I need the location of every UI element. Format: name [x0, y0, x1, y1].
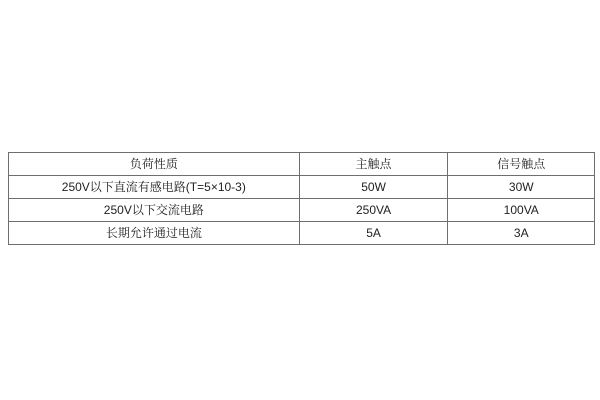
cell-signal-contact: 3A: [448, 222, 595, 245]
cell-load-type: 长期允许通过电流: [9, 222, 300, 245]
column-header-signal-contact: 信号触点: [448, 153, 595, 176]
table-row: [9, 222, 595, 245]
table-header-row: [9, 153, 595, 176]
table-row: [9, 176, 595, 199]
cell-main-contact: 250VA: [299, 199, 448, 222]
table-row: [9, 199, 595, 222]
cell-load-type: 250V以下直流有感电路(T=5×10-3): [9, 176, 300, 199]
contact-load-spec-table: [8, 152, 595, 245]
cell-main-contact: 50W: [299, 176, 448, 199]
cell-main-contact: 5A: [299, 222, 448, 245]
column-header-load-type: 负荷性质: [9, 153, 300, 176]
cell-signal-contact: 100VA: [448, 199, 595, 222]
cell-signal-contact: 30W: [448, 176, 595, 199]
column-header-main-contact: 主触点: [299, 153, 448, 176]
cell-load-type: 250V以下交流电路: [9, 199, 300, 222]
